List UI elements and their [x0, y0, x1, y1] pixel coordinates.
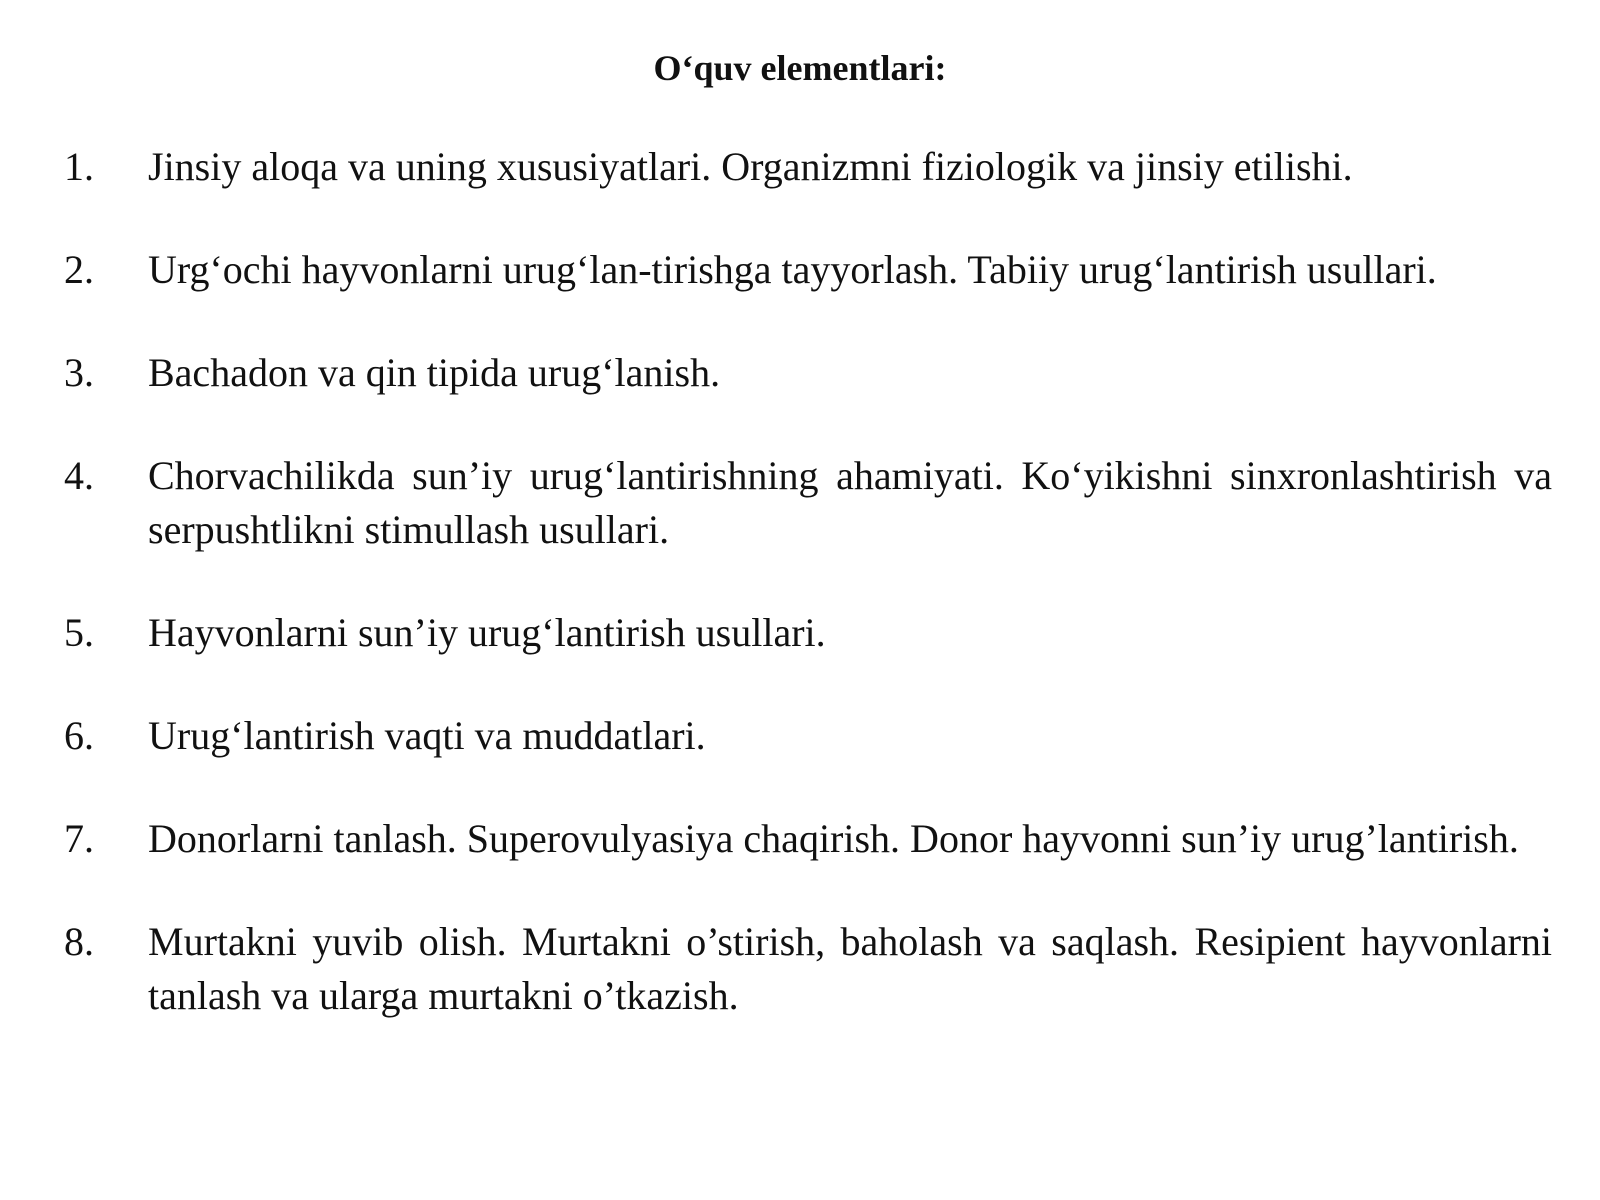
- item-number: 2.: [64, 247, 94, 292]
- list-item: [64, 140, 1552, 194]
- item-number: 3.: [64, 350, 94, 395]
- list-item: [64, 709, 1552, 763]
- list-item: [64, 606, 1552, 660]
- item-number: 1.: [64, 144, 94, 189]
- item-number: 4.: [64, 453, 94, 498]
- item-number: 5.: [64, 610, 94, 655]
- item-text: Donorlarni tanlash. Superovulyasiya chaqirish. Donor hayvonni sun’iy urug’lantirish.: [148, 816, 1519, 861]
- document-title: O‘quv elementlari:: [653, 48, 947, 88]
- learning-elements-list: [64, 140, 1552, 1072]
- item-number: 7.: [64, 816, 94, 861]
- list-item: [64, 346, 1552, 400]
- item-text: Murtakni yuvib olish. Murtakni o’stirish, baholash va saqlash. Resipient hayvonlarni tanlash va ularga murtakni o’tkazish.: [148, 919, 1552, 1018]
- item-text: Bachadon va qin tipida urug‘lanish.: [148, 350, 721, 395]
- list-item: [64, 243, 1552, 297]
- list-item: [64, 812, 1552, 866]
- item-text: Jinsiy aloqa va uning xususiyatlari. Organizmni fiziologik va jinsiy etilishi.: [148, 144, 1353, 189]
- item-number: 8.: [64, 919, 94, 964]
- item-text: Chorvachilikda sun’iy urug‘lantirishning ahamiyati. Ko‘yikishni sinxronlashtirish va serpushtlikni stimullash usullari.: [148, 453, 1552, 552]
- list-item: [64, 915, 1552, 1023]
- list-item: [64, 449, 1552, 557]
- item-text: Hayvonlarni sun’iy urug‘lantirish usullari.: [148, 610, 826, 655]
- item-text: Urug‘lantirish vaqti va muddatlari.: [148, 713, 706, 758]
- item-number: 6.: [64, 713, 94, 758]
- item-text: Urg‘ochi hayvonlarni urug‘lan-tirishga tayyorlash. Tabiiy urug‘lantirish usullari.: [148, 247, 1437, 292]
